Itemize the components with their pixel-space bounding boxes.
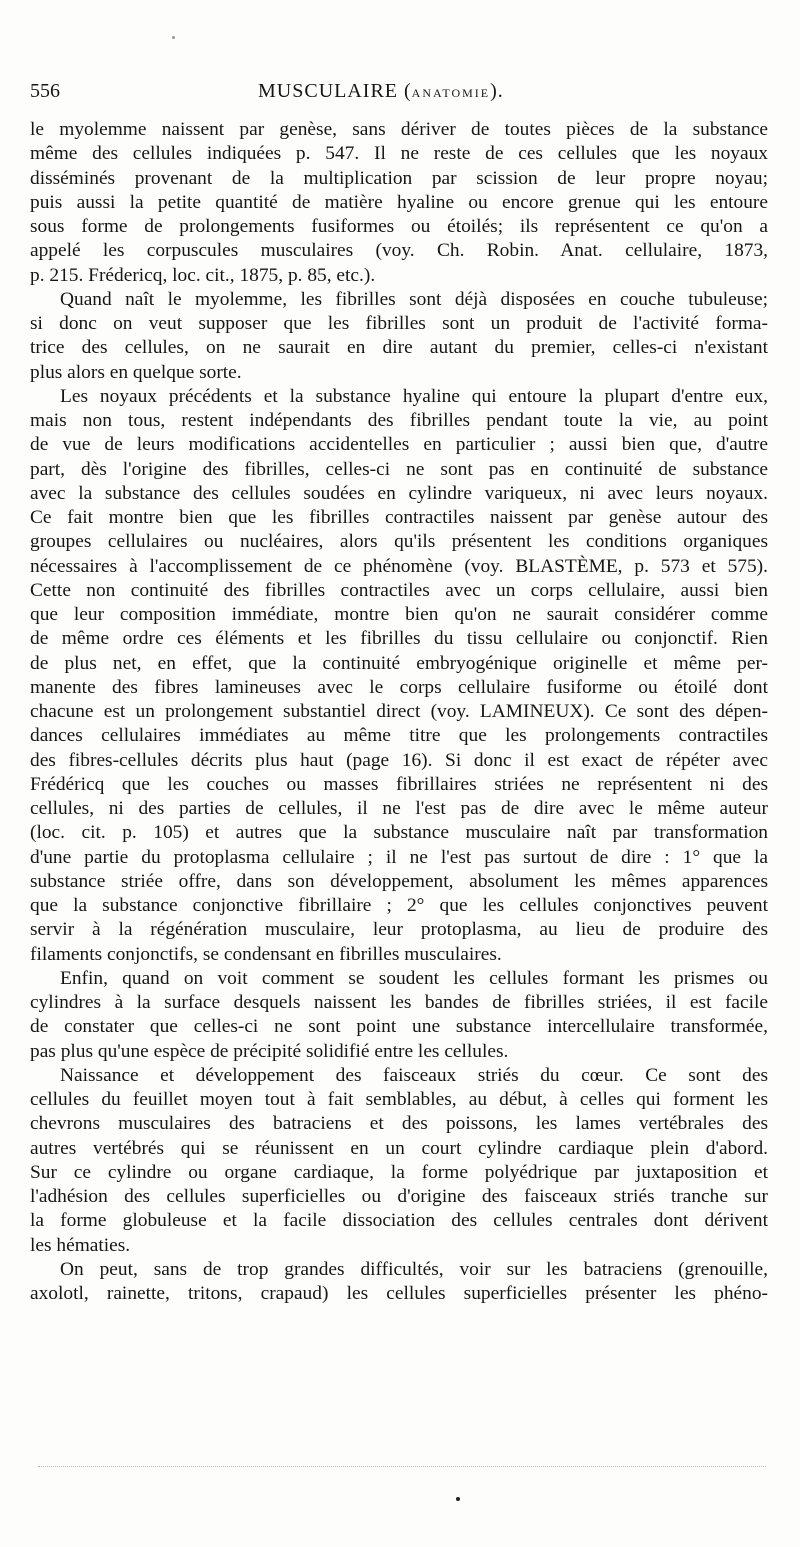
text-line: si donc on veut supposer que les fibrilles sont un produit de l'activité forma- xyxy=(30,313,768,334)
running-title xyxy=(258,78,504,106)
text-line: On peut, sans de trop grandes difficultés, voir sur les batraciens (grenouille, xyxy=(60,1258,768,1280)
footer-rule xyxy=(38,1466,766,1467)
text-line: de plus net, en effet, que la continuité embryogénique originelle et même per- xyxy=(30,652,768,674)
text-line: des fibres-cellules décrits plus haut (page 16). Si donc il est exact de répéter avec xyxy=(30,749,768,771)
text-line: dances cellulaires immédiates au même titre que les prolongements contractiles xyxy=(30,725,768,747)
text-line: cellules, ni des parties de cellules, il ne l'est pas de dire avec le même auteur xyxy=(30,798,768,819)
text-line: puis aussi la petite quantité de matière hyaline ou encore grenue qui les entoure xyxy=(30,191,768,213)
text-line: Enfin, quand on voit comment se soudent les cellules formant les prismes ou xyxy=(60,967,768,989)
text-line: groupes cellulaires ou nucléaires, alors qu'ils présentent les conditions organiques xyxy=(30,531,768,553)
text-line: Ce fait montre bien que les fibrilles contractiles naissent par genèse autour des xyxy=(30,507,768,528)
text-line: l'adhésion des cellules superficielles ou d'origine des faisceaux striés tranche sur xyxy=(30,1186,768,1207)
text-line: p. 215. Frédericq, loc. cit., 1875, p. 85, etc.). xyxy=(30,264,376,286)
text-line: servir à la régénération musculaire, leur protoplasma, au lieu de produire des xyxy=(30,919,768,941)
text-line: axolotl, rainette, tritons, crapaud) les cellules superficielles présenter les phéno- xyxy=(30,1283,768,1304)
text-line: la forme globuleuse et la facile dissociation des cellules centrales dont dérivent xyxy=(30,1210,768,1232)
text-line: les hématies. xyxy=(30,1234,131,1256)
text-line: de même ordre ces éléments et les fibrilles du tissu cellulaire ou conjonctif. Rien xyxy=(30,628,768,650)
speck-mark xyxy=(456,1497,460,1501)
text-line: Cette non continuité des fibrilles contractiles avec un corps cellulaire, aussi bien xyxy=(30,579,768,601)
text-line: de constater que celles-ci ne sont point une substance intercellulaire transformée, xyxy=(30,1016,768,1038)
speck-mark xyxy=(172,36,175,39)
text-line: Les noyaux précédents et la substance hyaline qui entoure la plupart d'entre eux, xyxy=(60,385,768,407)
text-line: chevrons musculaires des batraciens et des poissons, les lames vertébrales des xyxy=(30,1113,768,1135)
text-line: pas plus qu'une espèce de précipité solidifié entre les cellules. xyxy=(30,1040,509,1062)
text-line: que la substance conjonctive fibrillaire ; 2° que les cellules conjonctives peuvent xyxy=(30,895,768,916)
text-line: que leur composition immédiate, montre bien qu'on ne saurait considérer comme xyxy=(30,604,768,625)
text-line: (loc. cit. p. 105) et autres que la substance musculaire naît par transformation xyxy=(30,822,768,844)
text-line: Quand naît le myolemme, les fibrilles sont déjà disposées en couche tubuleuse; xyxy=(60,288,768,310)
text-line: mais non tous, restent indépendants des fibrilles pendant toute la vie, au point xyxy=(30,410,768,431)
body-text xyxy=(30,118,768,1306)
text-line: autres vertébrés qui se réunissent en un court cylindre cardiaque plein d'abord. xyxy=(30,1137,768,1159)
text-line: sous forme de prolongements fusiformes ou étoilés; ils représentent ce qu'on a xyxy=(30,216,768,237)
text-line: de vue de leurs modifications accidentelles en particulier ; aussi bien que, d'autre xyxy=(30,434,768,456)
text-line: d'une partie du protoplasma cellulaire ; il ne l'est pas surtout de dire : 1° que la xyxy=(30,846,768,868)
text-line: Frédéricq que les couches ou masses fibrillaires striées ne représentent ni des xyxy=(30,773,768,795)
running-title-subject: ANATOMIE xyxy=(411,86,491,100)
text-line: le myolemme naissent par genèse, sans dériver de toutes pièces de la substance xyxy=(30,119,768,140)
text-line: même des cellules indiquées p. 547. Il ne reste de ces cellules que les noyaux xyxy=(30,143,768,165)
running-title-main: MUSCULAIRE ( xyxy=(258,80,412,102)
text-line: cylindres à la surface desquels naissent les bandes de fibrilles striées, il est facile xyxy=(30,992,768,1013)
text-line: Naissance et développement des faisceaux striés du cœur. Ce sont des xyxy=(60,1064,768,1086)
text-line: manente des fibres lamineuses avec le corps cellulaire fusiforme ou étoilé dont xyxy=(30,676,768,698)
running-title-end: ). xyxy=(490,80,504,102)
text-line: trice des cellules, on ne saurait en dire autant du premier, celles-ci n'existant xyxy=(30,337,768,359)
text-line: Sur ce cylindre ou organe cardiaque, la forme polyédrique par juxtaposition et xyxy=(30,1161,768,1183)
text-line: substance striée offre, dans son développement, absolument les mêmes apparences xyxy=(30,870,768,892)
text-line: filaments conjonctifs, se condensant en fibrilles musculaires. xyxy=(30,943,502,965)
page-number: 556 xyxy=(30,80,60,102)
text-line: appelé les corpuscules musculaires (voy. Ch. Robin. Anat. cellulaire, 1873, xyxy=(30,240,768,262)
text-line: part, dès l'origine des fibrilles, celles-ci ne sont pas en continuité de substance xyxy=(30,458,768,480)
text-line: disséminés provenant de la multiplication par scission de leur propre noyau; xyxy=(30,167,768,189)
text-line: avec la substance des cellules soudées en cylindre variqueux, ni avec leurs noyaux. xyxy=(30,482,768,504)
text-line: chacune est un prolongement substantiel direct (voy. LAMINEUX). Ce sont des dépen- xyxy=(30,701,768,722)
text-line: cellules du feuillet moyen tout à fait semblables, au début, à celles qui forment les xyxy=(30,1089,768,1110)
text-line: nécessaires à l'accomplissement de ce phénomène (voy. BLASTÈME, p. 573 et 575). xyxy=(30,555,768,577)
text-line: plus alors en quelque sorte. xyxy=(30,361,242,383)
